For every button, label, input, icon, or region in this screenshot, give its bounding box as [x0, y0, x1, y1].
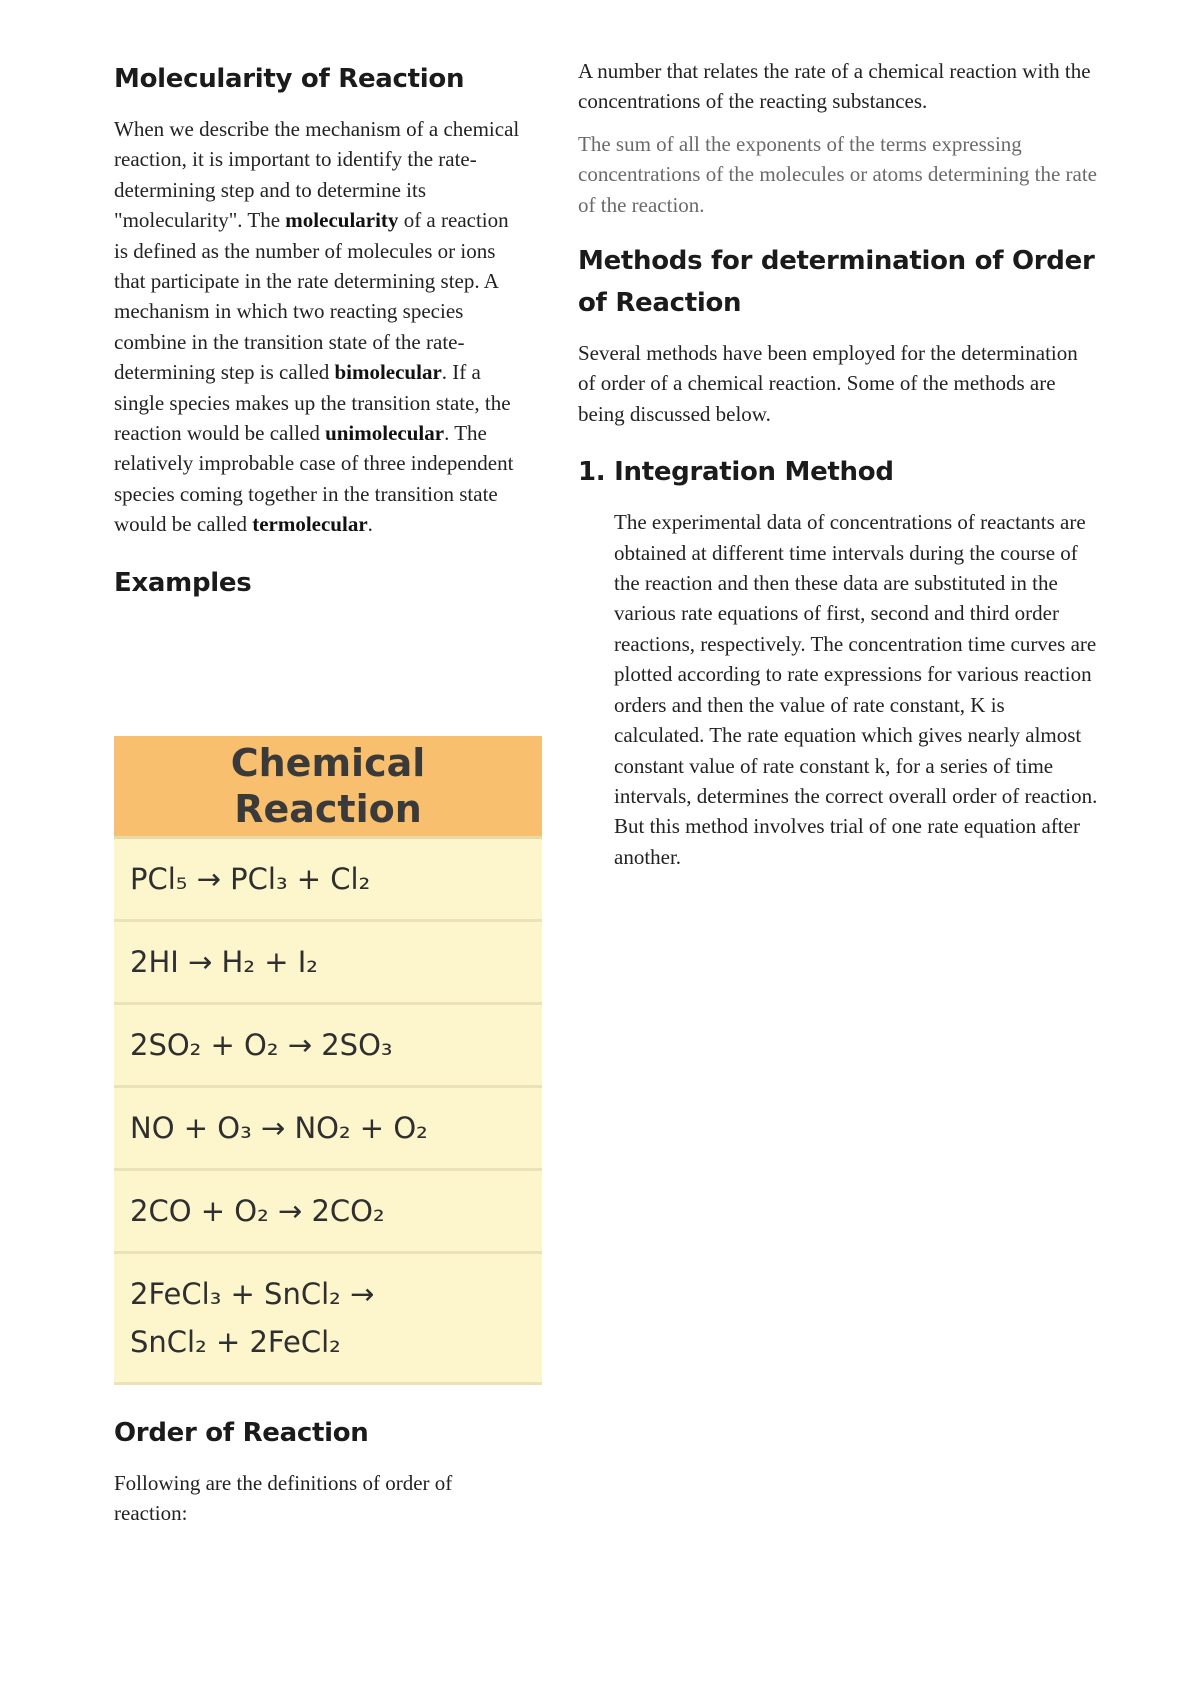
- bold-term: termolecular: [252, 512, 368, 537]
- heading-integration-method: 1. Integration Method: [578, 457, 894, 488]
- text-run: . If a single species makes up the transition state, the reaction would be called: [114, 360, 511, 446]
- header-line-2: Reaction: [234, 787, 422, 831]
- reaction-equation: 2SO₂ + O₂ → 2SO₃: [130, 1028, 393, 1062]
- heading-examples: Examples: [114, 567, 252, 598]
- reaction-row: [114, 1005, 542, 1088]
- right-column: [578, 56, 1098, 872]
- reaction-table-header: [114, 736, 542, 839]
- reaction-row: [114, 1088, 542, 1171]
- definition-1: A number that relates the rate of a chemical reaction with the concentrations of the reacting substances.: [578, 59, 1091, 114]
- reaction-row: [114, 1171, 542, 1254]
- text-run: . The relatively improbable case of three independent species coming together in the transition state would be called: [114, 421, 514, 537]
- reaction-row: [114, 922, 542, 1005]
- reaction-row: [114, 1254, 542, 1385]
- heading-order-of-reaction: Order of Reaction: [114, 1418, 369, 1448]
- reaction-equation: 2CO + O₂ → 2CO₂: [130, 1194, 385, 1228]
- reaction-equation: 2HI → H₂ + I₂: [130, 945, 318, 979]
- left-column: [114, 58, 524, 604]
- molecularity-paragraph: [114, 114, 524, 540]
- text-run: When we describe the mechanism of a chemical reaction, it is important to identify the rate-determining step and to determine its "molecularity". The: [114, 117, 520, 233]
- reaction-equation: 2FeCl₃ + SnCl₂ →: [130, 1277, 375, 1311]
- reaction-equation: SnCl₂ + 2FeCl₂: [130, 1325, 341, 1359]
- heading-methods: Methods for determination of Order of Reaction: [578, 246, 1095, 319]
- bold-term: molecularity: [285, 208, 399, 233]
- definition-2: The sum of all the exponents of the terms expressing concentrations of the molecules or atoms determining the rate of the reaction.: [578, 131, 1097, 217]
- bold-term: unimolecular: [325, 421, 445, 446]
- reaction-equation: NO + O₃ → NO₂ + O₂: [130, 1111, 428, 1145]
- reaction-table: [114, 736, 542, 1385]
- text-run: of a reaction is defined as the number of molecules or ions that participate in the rate determining step. A mechanism in which two reacting species combine in the transition state of the rate-determining step is called: [114, 208, 509, 385]
- header-line-1: Chemical: [230, 741, 426, 785]
- reaction-equation: PCl₅ → PCl₃ + Cl₂: [130, 862, 371, 896]
- bold-term: bimolecular: [334, 360, 442, 385]
- order-paragraph: Following are the definitions of order of reaction:: [114, 1471, 453, 1526]
- order-section: [114, 1412, 524, 1529]
- heading-molecularity: Molecularity of Reaction: [114, 64, 465, 94]
- integration-paragraph: The experimental data of concentrations of reactants are obtained at different time intervals during the course of the reaction and then these data are substituted in the various rate equations of first, second and third order reactions, respectively. The concentration time curves are plotted according to rate expressions for various reaction orders and then the value of rate constant, K is calculated. The rate equation which gives nearly almost constant value of rate constant k, for a series of time intervals, determines the correct overall order of reaction. But this method involves trial of one rate equation after another.: [614, 510, 1098, 869]
- methods-paragraph: Several methods have been employed for the determination of order of a chemical reaction. Some of the methods are being discussed below.: [578, 341, 1078, 426]
- text-run: .: [367, 512, 373, 537]
- reaction-row: [114, 839, 542, 922]
